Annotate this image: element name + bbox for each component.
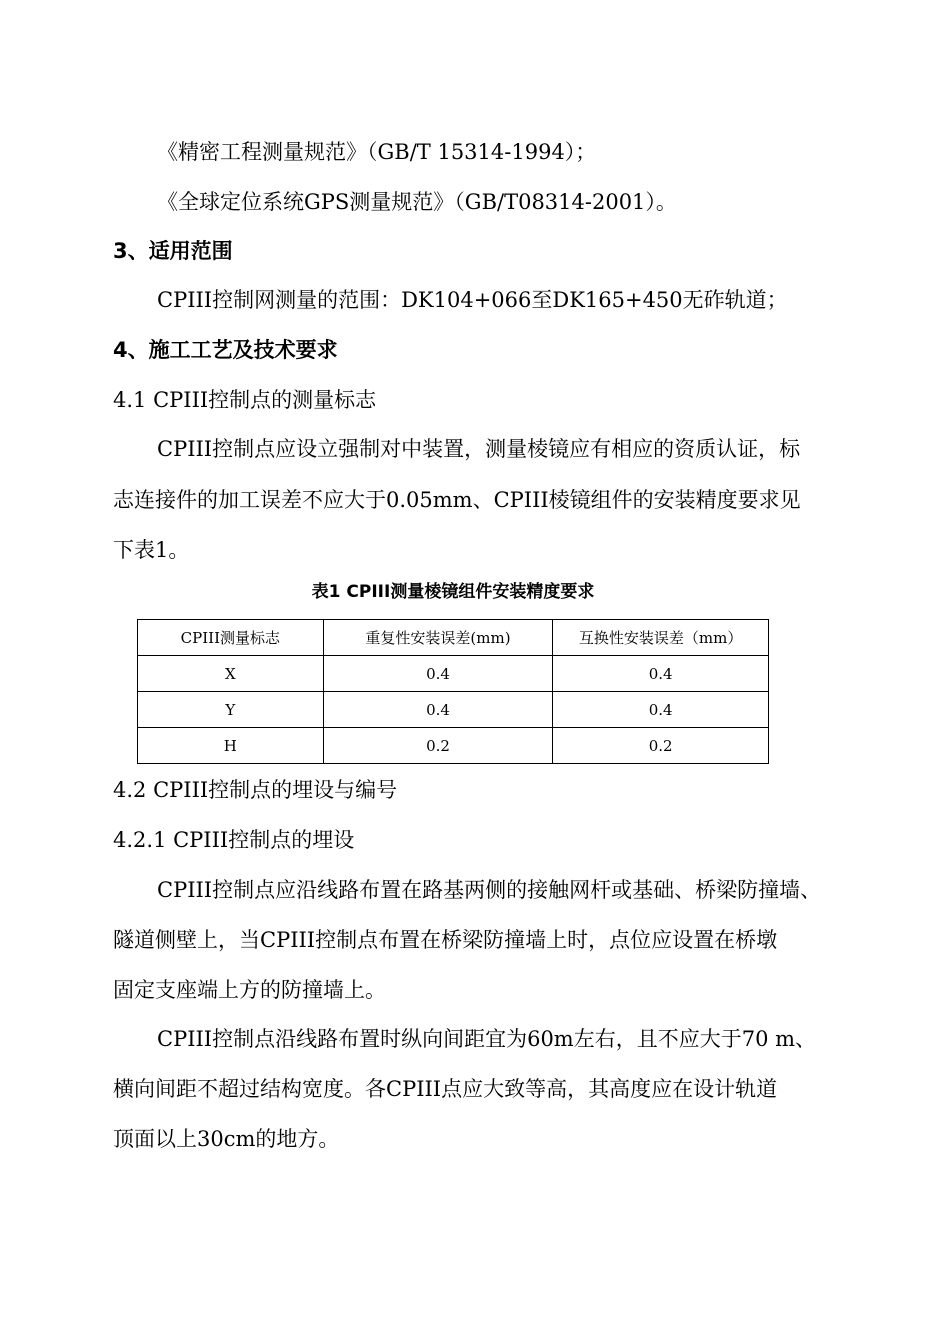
paragraph-line: 横向间距不超过结构宽度。各CPIII点应大致等高，其高度应在设计轨道	[113, 1077, 778, 1101]
table-header-row	[138, 620, 769, 656]
table-cell: X	[138, 656, 324, 692]
reference-line-2: 《全球定位系统GPS测量规范》（GB/T08314-2001）。	[157, 190, 677, 214]
subsection-4-2-heading: 4.2 CPIII控制点的埋设与编号	[113, 778, 398, 802]
table-cell: 0.4	[323, 692, 553, 728]
table-cell: 0.2	[323, 728, 553, 764]
table-cell: H	[138, 728, 324, 764]
paragraph-line: 顶面以上30cm的地方。	[113, 1127, 340, 1151]
table-row	[138, 656, 769, 692]
paragraph-line: CPIII控制点沿线路布置时纵向间距宜为60m左右，且不应大于70 m、	[157, 1027, 817, 1051]
table-cell: 0.4	[323, 656, 553, 692]
table-header-cell: CPIII测量标志	[138, 620, 324, 656]
paragraph-line: 下表1。	[113, 538, 190, 562]
table-cell: 0.2	[553, 728, 769, 764]
paragraph-line: 隧道侧壁上，当CPIII控制点布置在桥梁防撞墙上时，点位应设置在桥墩	[113, 928, 778, 952]
section-3-heading: 3、适用范围	[113, 239, 233, 263]
section-4-heading: 4、施工工艺及技术要求	[113, 338, 338, 362]
section-3-text: CPIII控制网测量的范围：DK104+066至DK165+450无砟轨道；	[157, 288, 788, 312]
subsection-4-2-1-heading: 4.2.1 CPIII控制点的埋设	[113, 828, 355, 852]
table-row	[138, 728, 769, 764]
paragraph-line: 固定支座端上方的防撞墙上。	[113, 978, 386, 1002]
paragraph-line: CPIII控制点应沿线路布置在路基两侧的接触网杆或基础、桥梁防撞墙、	[157, 878, 822, 902]
paragraph-line: CPIII控制点应设立强制对中装置，测量棱镜应有相应的资质认证，标	[157, 437, 801, 461]
table-caption: 表1 CPIII测量棱镜组件安装精度要求	[311, 582, 595, 602]
precision-table	[137, 619, 769, 764]
table-cell: Y	[138, 692, 324, 728]
table-header-cell: 互换性安装误差（mm）	[553, 620, 769, 656]
paragraph-line: 志连接件的加工误差不应大于0.05mm、CPIII棱镜组件的安装精度要求见	[113, 488, 801, 512]
reference-line-1: 《精密工程测量规范》（GB/T 15314-1994）；	[157, 140, 597, 164]
table-row	[138, 692, 769, 728]
table-cell: 0.4	[553, 656, 769, 692]
table-header-cell: 重复性安装误差(mm)	[323, 620, 553, 656]
table-cell: 0.4	[553, 692, 769, 728]
subsection-4-1-heading: 4.1 CPIII控制点的测量标志	[113, 388, 377, 412]
